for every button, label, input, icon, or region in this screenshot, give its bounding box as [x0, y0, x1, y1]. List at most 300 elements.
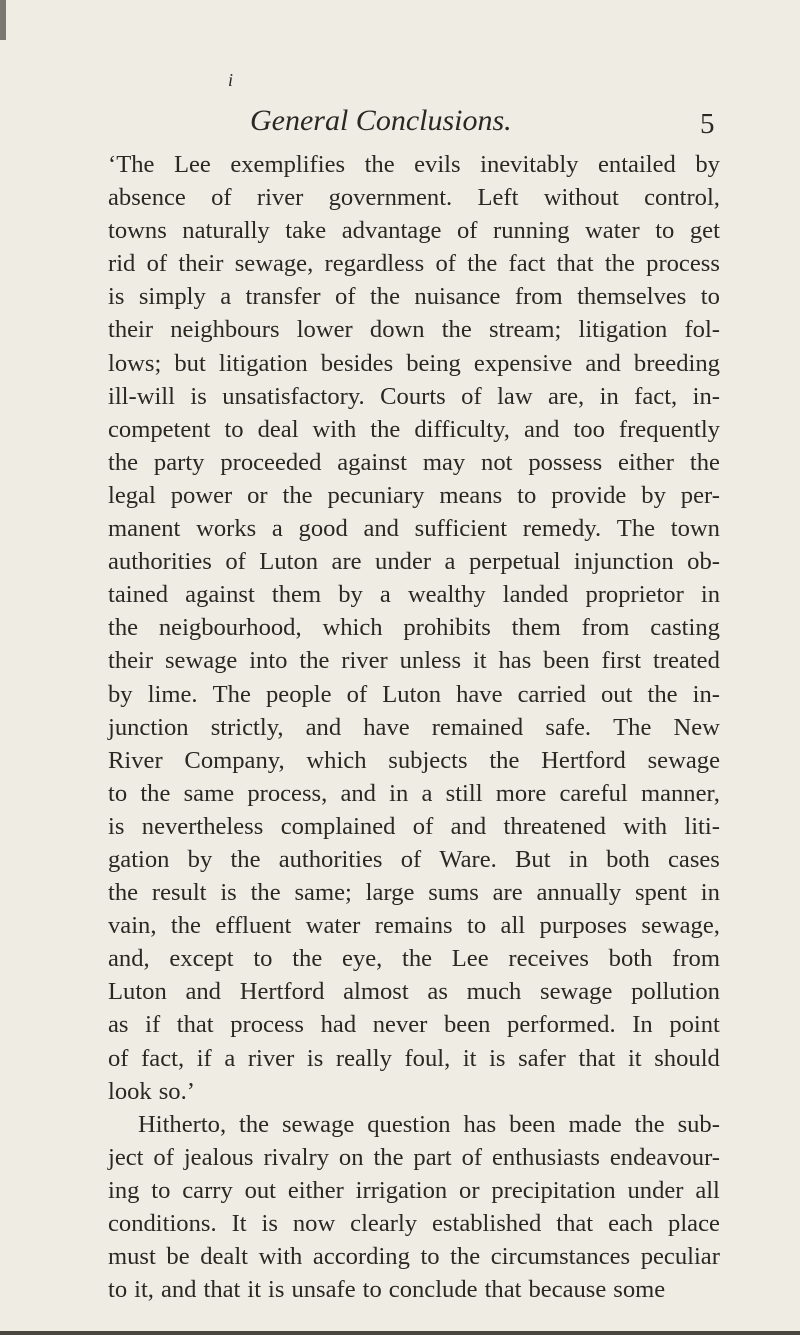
word: conclude: [388, 1276, 478, 1304]
word: never: [372, 1011, 428, 1039]
word: has: [498, 647, 532, 675]
word: liti-: [684, 812, 720, 840]
word: in-: [692, 382, 720, 410]
word: fact: [508, 250, 546, 278]
word: Left: [477, 184, 519, 212]
word: tained: [108, 581, 169, 609]
word: them: [271, 581, 322, 609]
word: because: [528, 1276, 607, 1304]
word: jealous: [183, 1143, 254, 1171]
word: frequently: [618, 415, 720, 443]
word: proprietor: [585, 581, 684, 609]
word: is: [268, 1276, 285, 1304]
word: which: [306, 746, 367, 774]
word: and: [185, 978, 221, 1006]
word: enthusiasts: [492, 1143, 600, 1171]
word: gation: [108, 845, 170, 873]
word: the: [108, 614, 139, 642]
word: into: [249, 647, 288, 675]
word: part: [413, 1143, 452, 1171]
word: by: [108, 680, 133, 708]
word: strictly,: [210, 713, 284, 741]
word: The: [613, 713, 652, 741]
word: had: [320, 1011, 357, 1039]
word: running: [493, 217, 570, 245]
word: with: [623, 812, 668, 840]
word: to: [362, 1276, 382, 1304]
word: may: [422, 448, 466, 476]
word: from: [672, 945, 720, 973]
word: a: [220, 283, 232, 311]
word: really: [335, 1044, 392, 1072]
word: according: [312, 1243, 410, 1271]
word: or: [459, 1176, 480, 1204]
word: safer: [518, 1044, 566, 1072]
word: Company,: [184, 746, 285, 774]
word: provide: [551, 481, 627, 509]
word: been: [509, 1110, 556, 1138]
word: Courts: [380, 382, 446, 410]
word: sub-: [677, 1110, 720, 1138]
word: competent: [108, 415, 211, 443]
word: neighbours: [170, 316, 280, 344]
text-line: [108, 347, 720, 380]
word: The: [212, 680, 251, 708]
word: too: [573, 415, 605, 443]
word: irrigation: [355, 1176, 448, 1204]
word: not: [481, 448, 513, 476]
word: to: [108, 779, 128, 807]
word: remained: [431, 713, 524, 741]
word: expensive: [473, 349, 573, 377]
word: by: [641, 481, 666, 509]
word: must: [108, 1243, 156, 1271]
word: both: [608, 945, 653, 973]
text-line: [108, 1008, 720, 1041]
word: peculiar: [640, 1243, 720, 1271]
word: unsatisfactory.: [222, 382, 365, 410]
word: river: [247, 1044, 295, 1072]
word: ject: [108, 1143, 144, 1171]
word: some: [613, 1276, 666, 1304]
word: town: [670, 515, 720, 543]
word: the: [450, 1243, 481, 1271]
word: unsafe: [291, 1276, 356, 1304]
word: is: [190, 382, 207, 410]
text-line: [108, 247, 720, 280]
word: stream;: [488, 316, 562, 344]
text-line: [108, 942, 720, 975]
word: careful: [559, 779, 628, 807]
word: pecuniary: [327, 481, 425, 509]
word: landed: [502, 581, 569, 609]
word: transfer: [245, 283, 321, 311]
word: been: [543, 647, 590, 675]
word: the: [441, 316, 472, 344]
word: dealt: [200, 1243, 249, 1271]
word: fact,: [634, 382, 678, 410]
word: Luton: [259, 548, 319, 576]
page-number: 5: [700, 108, 715, 140]
word: is: [261, 1210, 278, 1237]
text-line: [108, 777, 720, 810]
word: get: [689, 217, 720, 245]
word: manent: [108, 515, 181, 543]
word: carry: [182, 1176, 233, 1204]
word: a: [271, 515, 283, 543]
word: ‘The: [108, 151, 155, 178]
word: nuisance: [414, 283, 501, 311]
word: of: [335, 283, 356, 311]
word: the: [239, 1110, 270, 1138]
word: But: [515, 845, 551, 873]
word: without: [543, 184, 619, 212]
word: by: [187, 845, 213, 873]
text-line: [108, 479, 720, 512]
word: authorities: [108, 548, 212, 576]
word: made: [568, 1110, 622, 1138]
page-bottom-edge: [0, 1331, 800, 1335]
word: to: [655, 217, 675, 245]
word: same: [183, 779, 235, 807]
text-line: [108, 1141, 720, 1174]
word: their: [108, 647, 154, 675]
word: first: [601, 647, 642, 675]
word: wealthy: [407, 581, 486, 609]
word: good: [298, 515, 348, 543]
text-line: [108, 744, 720, 777]
word: circumstances: [490, 1243, 631, 1271]
word: almost: [343, 978, 409, 1006]
word: to: [517, 481, 537, 509]
word: against: [337, 448, 407, 476]
word: effluent: [215, 912, 292, 940]
text-line: [108, 181, 720, 214]
word: it: [472, 647, 487, 675]
word: it,: [134, 1276, 154, 1304]
word: of: [346, 680, 368, 708]
word: rid: [108, 250, 136, 278]
word: sewage: [281, 1110, 355, 1138]
word: casting: [650, 614, 720, 642]
word: River: [108, 746, 163, 774]
word: sewage,: [234, 250, 314, 278]
word: besides: [320, 349, 394, 377]
word: in: [700, 879, 720, 907]
word: are: [331, 548, 362, 576]
word: in-: [692, 680, 720, 708]
word: but: [174, 349, 206, 377]
word: more: [495, 779, 547, 807]
word: Hertford: [239, 978, 325, 1006]
word: threatened: [503, 812, 606, 840]
word: the: [250, 879, 281, 907]
word: take: [285, 217, 327, 245]
word: annually: [536, 879, 622, 907]
word: control,: [644, 184, 720, 212]
word: In: [632, 1011, 653, 1039]
word: look: [108, 1077, 152, 1105]
word: that: [556, 250, 594, 278]
word: deal: [257, 415, 299, 443]
word: sewage: [164, 647, 238, 675]
text-line: [108, 413, 720, 446]
text-line: [108, 446, 720, 479]
word: still: [445, 779, 483, 807]
text-line: [108, 644, 720, 677]
word: in: [389, 779, 409, 807]
word: process,: [247, 779, 328, 807]
word: the: [299, 647, 330, 675]
word: it: [247, 1276, 262, 1304]
text-line: [108, 909, 720, 942]
word: power: [170, 481, 233, 509]
word: towns: [108, 217, 167, 245]
word: vain,: [108, 912, 157, 940]
word: the: [604, 250, 635, 278]
word: against: [185, 581, 255, 609]
word: rivalry: [263, 1143, 329, 1171]
word: the: [230, 845, 261, 873]
word: each: [608, 1210, 654, 1237]
word: all: [500, 912, 526, 940]
word: per-: [680, 481, 720, 509]
word: the: [292, 945, 323, 973]
word: of: [211, 184, 232, 212]
word: of: [412, 812, 434, 840]
word: is: [220, 879, 237, 907]
word: remedy.: [522, 515, 602, 543]
word: in: [599, 382, 619, 410]
word: the: [370, 415, 401, 443]
word: in: [568, 845, 588, 873]
word: Luton: [108, 978, 167, 1006]
word: to: [253, 945, 273, 973]
word: all: [695, 1176, 720, 1204]
word: a: [224, 1044, 236, 1072]
word: lows;: [108, 349, 162, 377]
word: New: [673, 713, 720, 741]
word: the: [647, 680, 678, 708]
word: and: [340, 779, 376, 807]
word: and: [160, 1276, 197, 1304]
word: large: [365, 879, 415, 907]
word: litigation: [578, 316, 668, 344]
word: their: [178, 250, 224, 278]
word: junction: [108, 713, 189, 741]
word: from: [514, 283, 563, 311]
word: to: [420, 1243, 440, 1271]
word: with: [312, 415, 357, 443]
word: and,: [108, 945, 150, 973]
word: sums: [428, 879, 479, 907]
word: Hitherto,: [138, 1110, 227, 1138]
text-line: [108, 1075, 720, 1108]
word: be: [166, 1243, 190, 1271]
word: of: [435, 250, 456, 278]
word: Luton: [382, 680, 441, 708]
word: out: [244, 1176, 277, 1204]
text-line: [108, 678, 720, 711]
word: the: [402, 945, 433, 973]
word: it: [462, 1044, 477, 1072]
word: of: [225, 548, 246, 576]
word: by: [338, 581, 363, 609]
word: The: [616, 515, 656, 543]
word: Hertford: [541, 746, 626, 774]
word: clearly: [350, 1210, 418, 1237]
word: regardless: [324, 250, 425, 278]
word: from: [581, 614, 630, 642]
word: of: [153, 1143, 174, 1171]
word: authorities: [278, 845, 383, 873]
word: unless: [399, 647, 462, 675]
word: that: [556, 1210, 594, 1237]
word: precipitation: [491, 1176, 616, 1204]
text-line: [108, 975, 720, 1008]
folio-mark: i: [228, 70, 234, 90]
word: that: [484, 1276, 522, 1304]
text-line: [108, 1240, 720, 1273]
word: have: [363, 713, 410, 741]
word: if: [196, 1044, 212, 1072]
word: the: [373, 1143, 404, 1171]
word: water: [585, 217, 640, 245]
text-line: [108, 810, 720, 843]
word: the: [369, 283, 400, 311]
word: to: [700, 283, 720, 311]
word: fact,: [141, 1044, 185, 1072]
word: established: [432, 1210, 542, 1237]
word: down: [369, 316, 425, 344]
word: with: [258, 1243, 303, 1271]
word: conditions.: [108, 1210, 217, 1237]
word: government.: [328, 184, 453, 212]
word: place: [668, 1210, 720, 1237]
word: have: [456, 680, 503, 708]
word: and: [450, 812, 487, 840]
word: eye,: [341, 945, 383, 973]
word: either: [287, 1176, 344, 1204]
word: are,: [548, 382, 585, 410]
word: that: [203, 1276, 241, 1304]
text-line: [108, 578, 720, 611]
word: by: [695, 151, 720, 178]
word: their: [108, 316, 154, 344]
word: of: [461, 382, 482, 410]
word: to: [108, 1276, 128, 1304]
word: endeavour-: [609, 1143, 720, 1171]
word: lower: [296, 316, 353, 344]
text-line: [108, 313, 720, 346]
word: difficulty,: [414, 415, 510, 443]
word: absence: [108, 184, 186, 212]
word: point: [669, 1011, 720, 1039]
word: as: [427, 978, 448, 1006]
word: under: [375, 548, 432, 576]
word: ob-: [687, 548, 720, 576]
word: the: [140, 779, 171, 807]
word: result: [151, 879, 207, 907]
text-line: [108, 711, 720, 744]
word: themselves: [577, 283, 687, 311]
word: ing: [108, 1176, 140, 1204]
word: in: [700, 581, 720, 609]
word: manner,: [640, 779, 720, 807]
word: subjects: [388, 746, 468, 774]
word: if: [145, 1011, 161, 1039]
word: people: [266, 680, 332, 708]
word: foul,: [404, 1044, 451, 1072]
word: river: [256, 184, 304, 212]
word: process: [646, 250, 720, 278]
word: water: [305, 912, 361, 940]
word: purposes: [539, 912, 627, 940]
text-line: [108, 1042, 720, 1075]
word: legal: [108, 481, 156, 509]
running-head: General Conclusions.: [250, 104, 512, 137]
word: neigbourhood,: [158, 614, 302, 642]
word: breeding: [633, 349, 720, 377]
word: except: [169, 945, 234, 973]
word: the: [634, 1110, 665, 1138]
word: advantage: [341, 217, 442, 245]
word: and: [585, 349, 621, 377]
word: of: [108, 1044, 129, 1072]
page-edge-shadow: [0, 0, 6, 40]
word: cases: [667, 845, 720, 873]
word: Ware.: [439, 845, 497, 873]
word: is: [108, 283, 125, 311]
word: a: [421, 779, 433, 807]
text-line: [108, 611, 720, 644]
word: party: [153, 448, 205, 476]
word: and: [363, 515, 399, 543]
word: river: [341, 647, 388, 675]
word: that: [176, 1011, 214, 1039]
word: which: [322, 614, 383, 642]
word: been: [443, 1011, 491, 1039]
word: of: [400, 845, 422, 873]
word: much: [466, 978, 522, 1006]
word: is: [489, 1044, 506, 1072]
word: Lee: [173, 151, 211, 178]
word: possess: [528, 448, 603, 476]
word: the: [108, 448, 139, 476]
word: treated: [652, 647, 720, 675]
word: to: [467, 912, 487, 940]
word: to: [151, 1176, 171, 1204]
word: is: [108, 812, 125, 840]
word: nevertheless: [141, 812, 264, 840]
text-line: [108, 1174, 720, 1207]
word: Lee: [451, 945, 489, 973]
word: question: [367, 1110, 451, 1138]
text-line: [108, 545, 720, 578]
word: law: [497, 382, 533, 410]
word: perpetual: [468, 548, 561, 576]
word: or: [247, 481, 268, 509]
word: of: [146, 250, 168, 278]
word: both: [606, 845, 650, 873]
body-text: [108, 148, 720, 1306]
word: and: [305, 713, 342, 741]
word: the: [170, 912, 201, 940]
word: being: [406, 349, 461, 377]
word: evils: [414, 151, 461, 178]
word: is: [306, 1044, 324, 1072]
text-line: [108, 843, 720, 876]
